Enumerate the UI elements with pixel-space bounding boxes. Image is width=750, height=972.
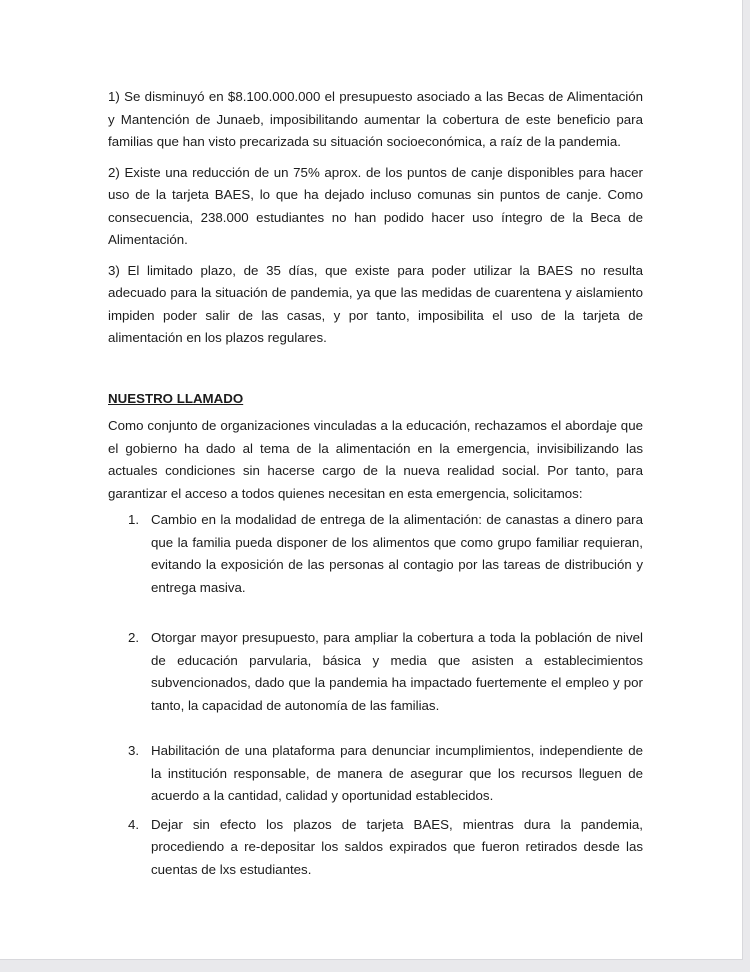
demand-item-4	[108, 814, 643, 882]
point-2-paragraph: 2) Existe una reducción de un 75% aprox. de los puntos de canje disponibles para hacer uso de la tarjeta BAES, lo que ha dejado incluso comunas sin puntos de canje. Como consecuencia, 238.000 estudiantes no han podido hacer uso íntegro de la Beca de Alimentación.	[108, 164, 643, 247]
demand-item-3	[108, 740, 643, 808]
demand-number: 4.	[128, 816, 140, 832]
demand-item-2	[108, 627, 643, 717]
demand-text: Otorgar mayor presupuesto, para ampliar la cobertura a toda la población de nivel de educación parvularia, básica y media que asisten a establecimientos subvencionados, dado que la pandemia ha impactado fuertemente el empleo y por tanto, la capacidad de autonomía de las familias.	[151, 630, 643, 713]
point-1-paragraph: 1) Se disminuyó en $8.100.000.000 el presupuesto asociado a las Becas de Alimentación y Mantención de Junaeb, imposibilitando aumentar la cobertura de este beneficio para familias que han visto precarizada su situación socioeconómica, a raíz de la pandemia.	[108, 89, 643, 149]
demand-item-1	[108, 509, 643, 599]
section-heading: NUESTRO LLAMADO	[108, 390, 244, 406]
demand-text: Cambio en la modalidad de entrega de la alimentación: de canastas a dinero para que la familia pueda disponer de los alimentos que como grupo familiar requieran, evitando la exposición de las personas al contagio por las tareas de distribución y entrega masiva.	[151, 512, 643, 595]
demand-text: Habilitación de una plataforma para denunciar incumplimientos, independiente de la institución responsable, de manera de asegurar que los recursos lleguen de acuerdo a la cantidad, calidad y oportunidad establecidos.	[151, 743, 643, 803]
point-3-paragraph: 3) El limitado plazo, de 35 días, que existe para poder utilizar la BAES no resulta adecuado para la situación de pandemia, ya que las medidas de cuarentena y aislamiento impiden poder salir de las casas, y por tanto, imposibilita el uso de la tarjeta de alimentación en los plazos regulares.	[108, 262, 643, 345]
intro-paragraph: Como conjunto de organizaciones vinculadas a la educación, rechazamos el abordaje que el gobierno ha dado al tema de la alimentación en la emergencia, invisibilizando las actuales condiciones sin hacerse cargo de la nueva realidad social. Por tanto, para garantizar el acceso a todos quienes necesitan en esta emergencia, solicitamos:	[108, 418, 643, 501]
demand-number: 3.	[128, 743, 140, 758]
demand-number: 2.	[128, 630, 140, 645]
demand-number: 1.	[128, 512, 140, 527]
document-body	[108, 86, 643, 881]
demand-text: Dejar sin efecto los plazos de tarjeta BAES, mientras dura la pandemia, procediendo a re-depositar los saldos expirados que fueron retirados desde las cuentas de lxs estudiantes.	[151, 816, 643, 877]
demands-list	[108, 509, 643, 881]
